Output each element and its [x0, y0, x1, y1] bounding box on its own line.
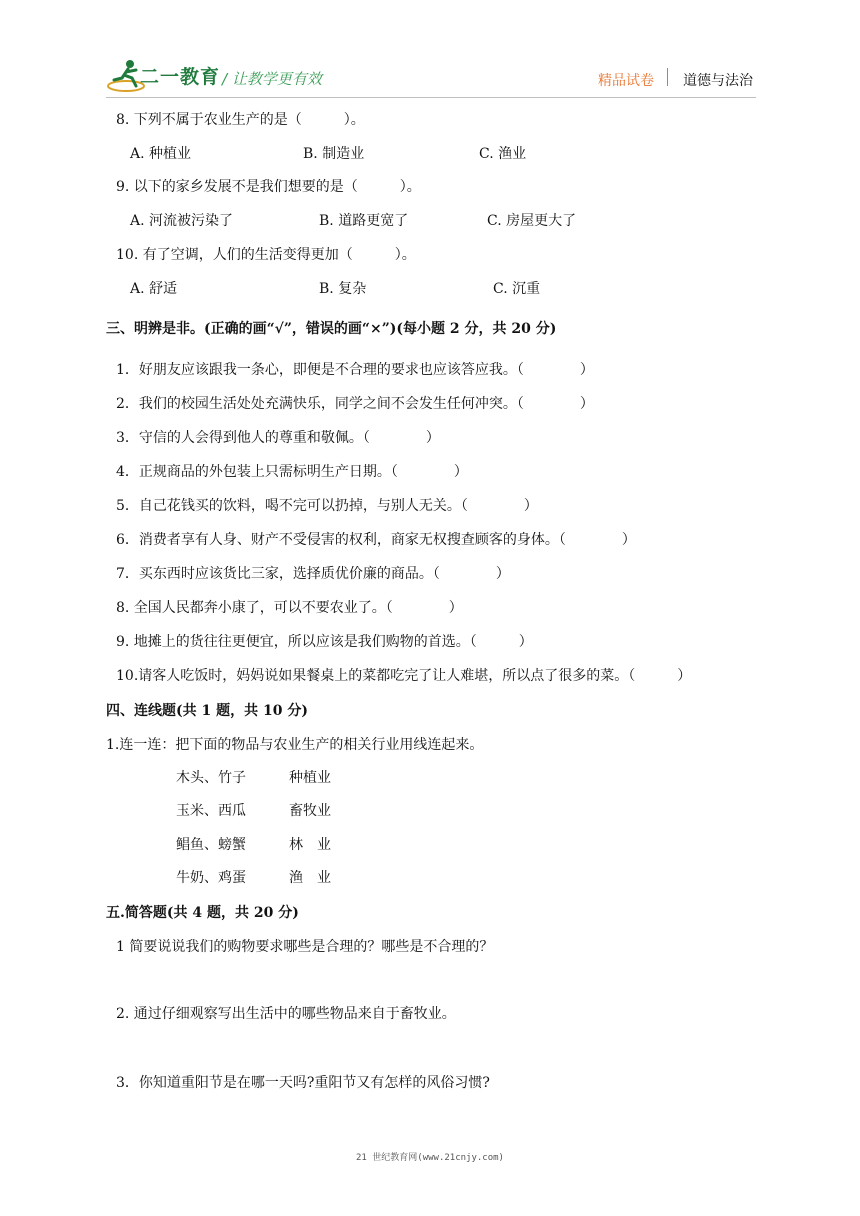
short-answer-item: 2. 通过仔细观察写出生活中的哪些物品来自于畜牧业。 — [116, 1006, 456, 1022]
mc-option: C. 房屋更大了 — [487, 213, 577, 229]
matching-left-item: 鲳鱼、螃蟹 — [176, 837, 246, 853]
slogan: / 让教学更有效 — [222, 70, 322, 88]
subject-label: 道德与法治 — [683, 73, 753, 89]
matching-right-item: 种植业 — [289, 770, 331, 786]
short-answer-item: 3．你知道重阳节是在哪一天吗?重阳节又有怎样的风俗习惯? — [116, 1075, 490, 1091]
matching-prompt: 1.连一连：把下面的物品与农业生产的相关行业用线连起来。 — [106, 737, 484, 753]
judge-item: 6．消费者享有人身、财产不受侵害的权利，商家无权搜查顾客的身体。（ ） — [116, 532, 636, 548]
mc-option: B. 制造业 — [303, 146, 365, 162]
quality-tag: 精品试卷 — [598, 73, 654, 89]
judge-item: 8. 全国人民都奔小康了，可以不要农业了。（ ） — [116, 600, 463, 616]
matching-left-item: 玉米、西瓜 — [176, 803, 246, 819]
logo-text: 二一教育 — [140, 66, 221, 88]
header-divider — [667, 68, 668, 86]
page-footer: 21 世纪教育网(www.21cnjy.com) — [356, 1153, 504, 1163]
judge-item: 7．买东西时应该货比三家，选择质优价廉的商品。（ ） — [116, 566, 510, 582]
section-3-title: 三、明辨是非。(正确的画“√”，错误的画“×”)(每小题 2 分，共 20 分) — [106, 321, 557, 337]
judge-item: 1．好朋友应该跟我一条心，即便是不合理的要求也应该答应我。（ ） — [116, 362, 594, 378]
judge-item: 9. 地摊上的货往往更便宜，所以应该是我们购物的首选。（ ） — [116, 634, 533, 650]
mc-option: C. 渔业 — [479, 146, 527, 162]
matching-right-item: 渔 业 — [289, 870, 331, 886]
mc-question-9: 9. 以下的家乡发展不是我们想要的是（ ）。 — [116, 179, 421, 195]
mc-option: B. 道路更宽了 — [319, 213, 409, 229]
judge-item: 2．我们的校园生活处处充满快乐，同学之间不会发生任何冲突。（ ） — [116, 396, 594, 412]
mc-option: A. 舒适 — [130, 281, 178, 297]
judge-item: 3．守信的人会得到他人的尊重和敬佩。（ ） — [116, 430, 440, 446]
mc-option: C. 沉重 — [493, 281, 541, 297]
judge-item: 10.请客人吃饭时，妈妈说如果餐桌上的菜都吃完了让人难堪，所以点了很多的菜。（ ） — [116, 668, 692, 684]
matching-right-item: 林 业 — [289, 837, 331, 853]
mc-option: A. 种植业 — [130, 146, 192, 162]
section-4-title: 四、连线题(共 1 题，共 10 分) — [106, 703, 308, 719]
short-answer-item: 1 简要说说我们的购物要求哪些是合理的？哪些是不合理的？ — [116, 939, 494, 955]
mc-option: A. 河流被污染了 — [130, 213, 234, 229]
mc-option: B. 复杂 — [319, 281, 367, 297]
judge-item: 4．正规商品的外包装上只需标明生产日期。（ ） — [116, 464, 468, 480]
mc-question-8: 8. 下列不属于农业生产的是（ ）。 — [116, 112, 365, 128]
matching-right-item: 畜牧业 — [289, 803, 331, 819]
matching-left-item: 木头、竹子 — [176, 770, 246, 786]
matching-left-item: 牛奶、鸡蛋 — [176, 870, 246, 886]
header-rule — [106, 97, 756, 98]
judge-item: 5．自己花钱买的饮料，喝不完可以扔掉，与别人无关。（ ） — [116, 498, 538, 514]
mc-question-10: 10. 有了空调，人们的生活变得更加（ ）。 — [116, 247, 416, 263]
section-5-title: 五.简答题(共 4 题，共 20 分) — [106, 905, 299, 921]
